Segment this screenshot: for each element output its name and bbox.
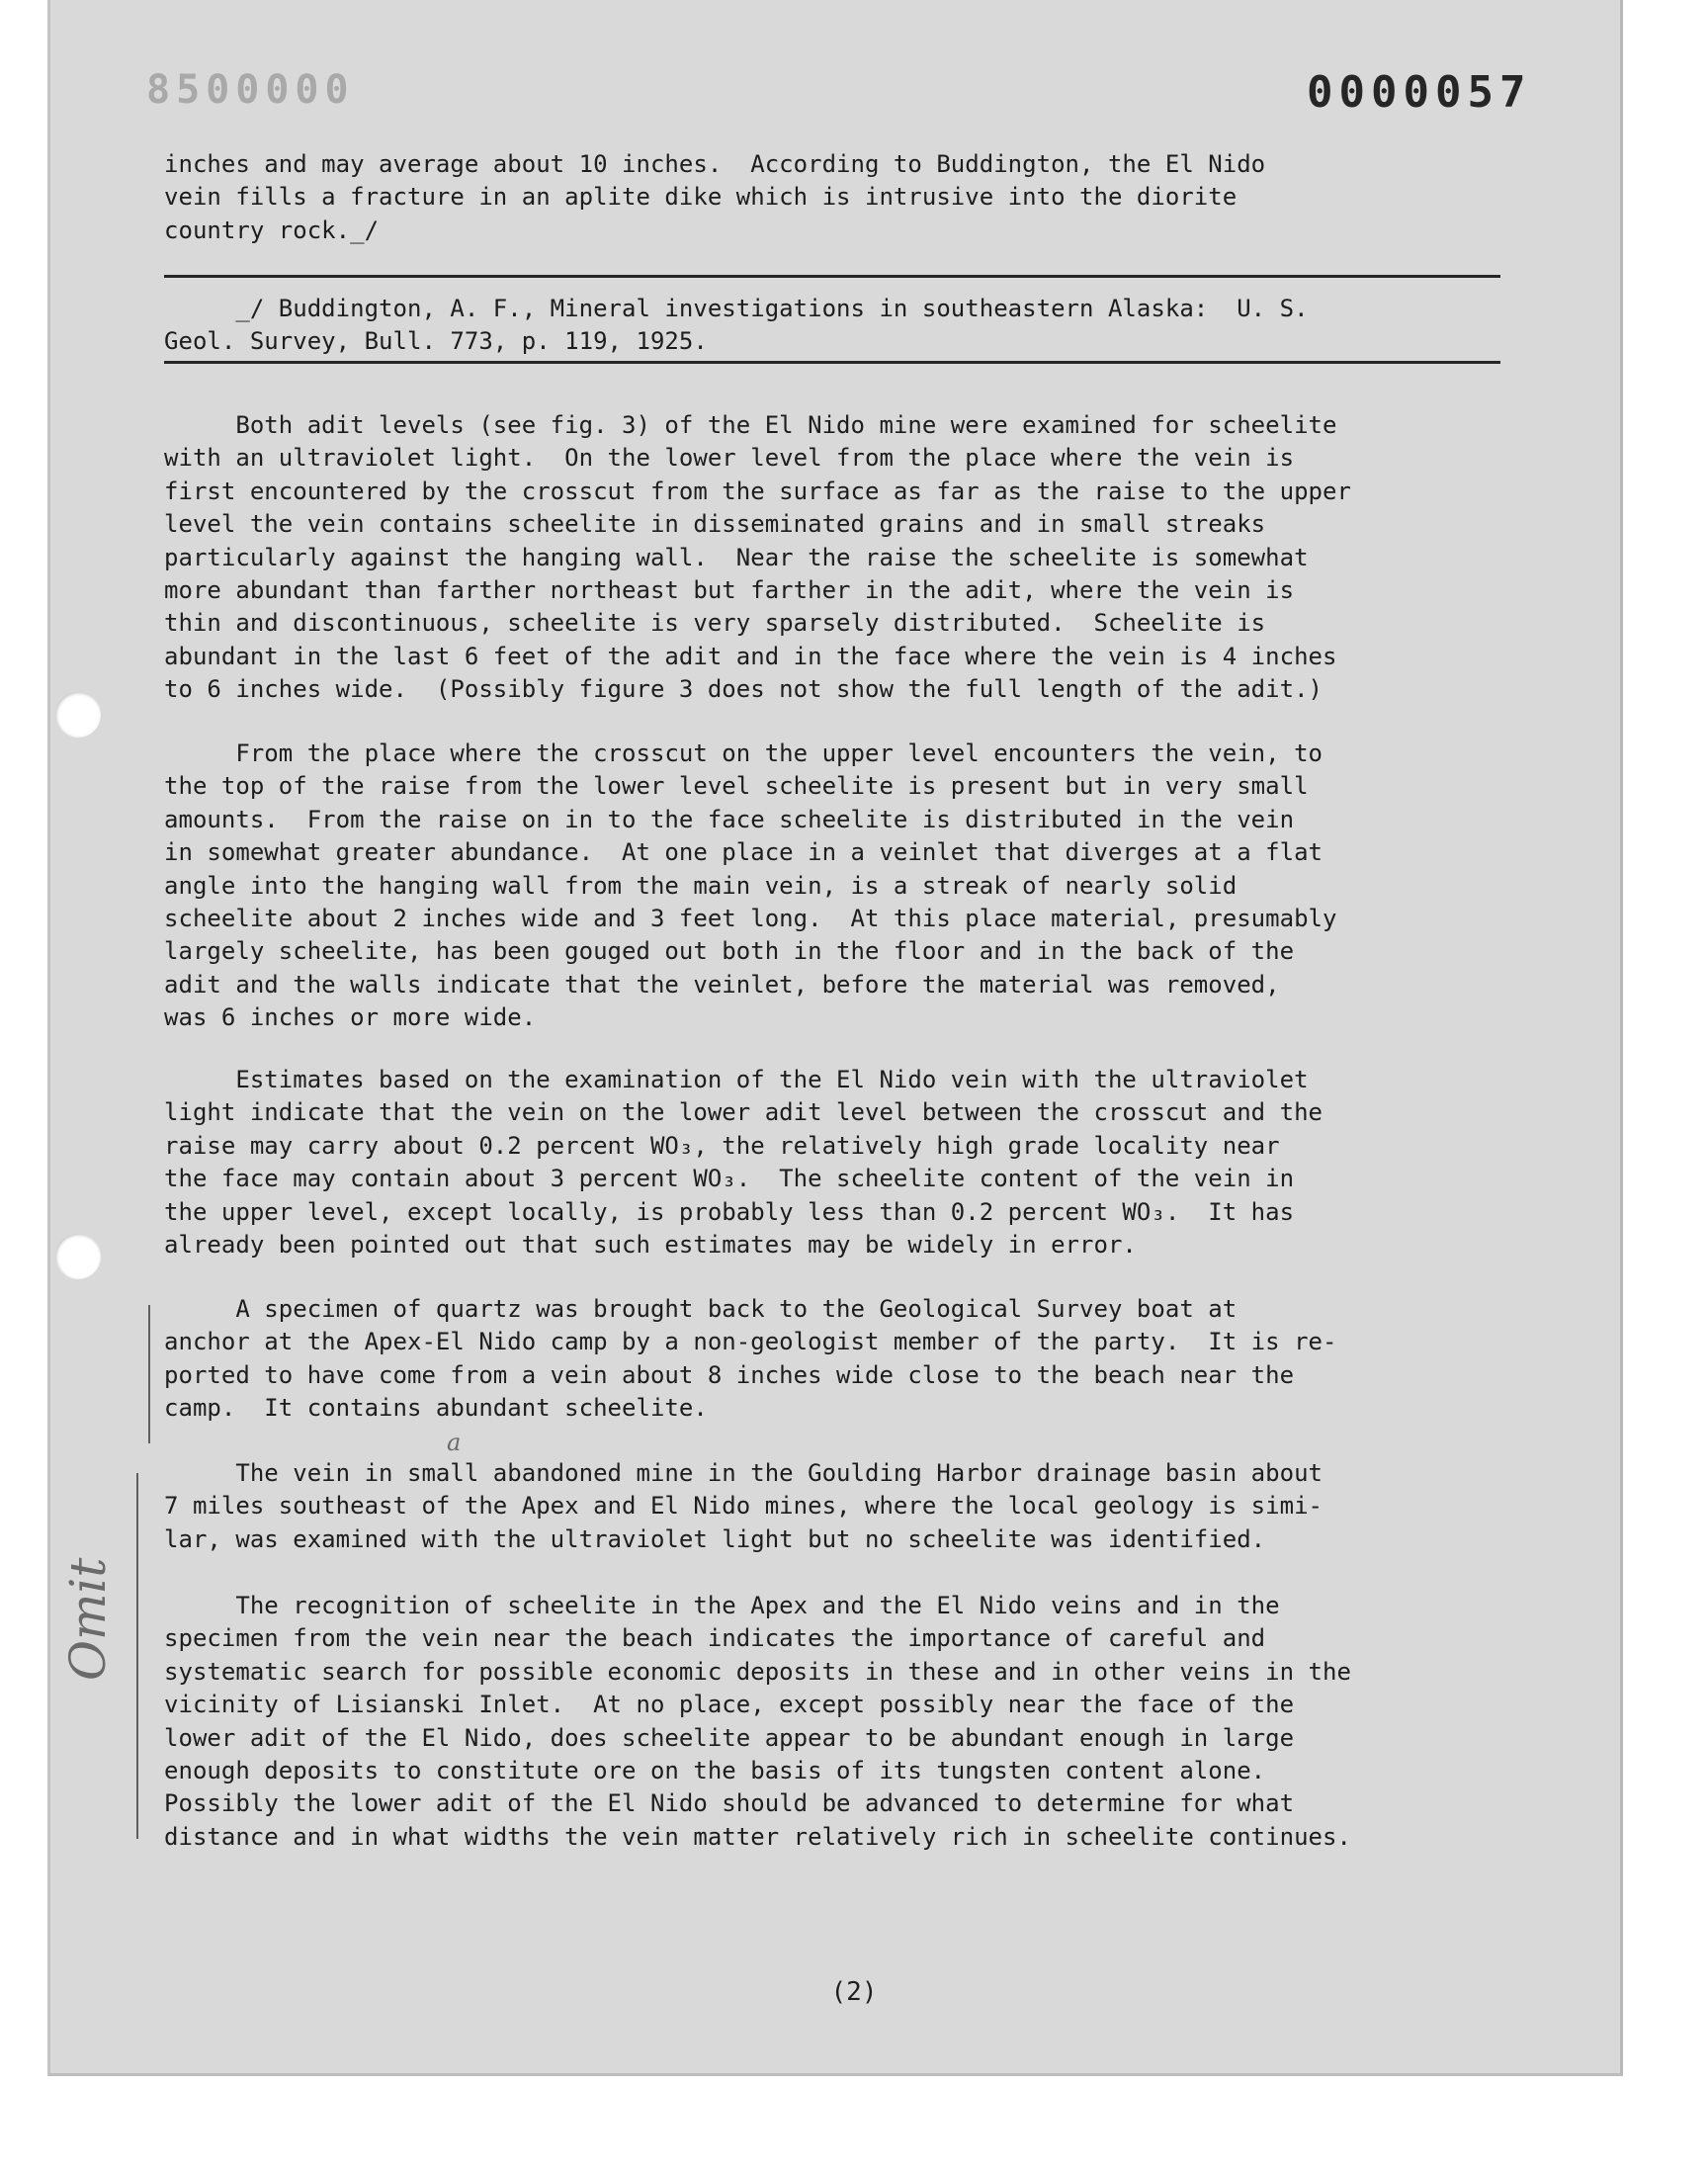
paragraph: Estimates based on the examination of the El Nido vein with the ultraviolet light indicate that the vein on the lower adit level between the crosscut and the raise may carry about 0.2 percent WO₃, the relatively high grade locality near the face may contain about 3 percent WO₃. The scheelite content of the vein in the upper level, except locally, is probably less than 0.2 percent WO₃. It has already been pointed out that such estimates may be widely in error. bbox=[164, 1066, 1324, 1260]
footnote-rule-top bbox=[164, 275, 1500, 278]
doc-number-right: 0000057 bbox=[1307, 67, 1532, 118]
paragraph: From the place where the crosscut on the upper level encounters the vein, to the top of the raise from the lower level scheelite is present but in very small amounts. From the raise on in to the face scheelite is distributed in the vein in somewhat greater abundance. At one place in a veinlet that diverges at a flat angle into the hanging wall from the main vein, is a streak of nearly solid scheelite about 2 inches wide and 3 feet long. At this place material, presumably largely scheelite, has been gouged out both in the floor and in the back of the adit and the walls indicate that the veinlet, before the material was removed, was 6 inches or more wide. bbox=[164, 740, 1337, 1032]
paragraph: The recognition of scheelite in the Apex and the El Nido veins and in the specimen from the vein near the beach indicates the importance of careful and systematic search for possible economic deposits in these and in other veins in the vicinity of Lisianski Inlet. At no place, except possibly near the face of the lower adit of the El Nido, does scheelite appear to be abundant enough in large enough deposits to constitute ore on the basis of its tungsten content alone. Possibly the lower adit of the El Nido should be advanced to determine for what distance and in what widths the vein matter relatively rich in scheelite continues. bbox=[164, 1592, 1351, 1851]
margin-note: Omit bbox=[59, 1557, 117, 1681]
doc-number-left: 8500000 bbox=[146, 67, 355, 113]
top-paragraph: inches and may average about 10 inches. According to Buddington, the El Nido vein fills a fracture in an aplite dike which is intrusive into the diorite country rock._/ bbox=[164, 150, 1266, 244]
punch-hole bbox=[55, 1234, 101, 1279]
paragraph: Both adit levels (see fig. 3) of the El Nido mine were examined for scheelite with an ultraviolet light. On the lower level from the place where the vein is first encountered by the crosscut from the surface as far as the raise to the upper level the vein contains scheelite in disseminated grains and in small streaks particularly against the hanging wall. Near the raise the scheelite is somewhat more abundant than farther northeast but farther in the adit, where the vein is thin and discontinuous, scheelite is very sparsely distributed. Scheelite is abundant in the last 6 feet of the adit and in the face where the vein is 4 inches to 6 inches wide. (Possibly figure 3 does not show the full length of the adit.) bbox=[164, 411, 1351, 704]
footnote-rule-bottom bbox=[164, 361, 1500, 364]
paragraph: A specimen of quartz was brought back to the Geological Survey boat at anchor at the Apex-El Nido camp by a non-geologist member of the party. It is re- ported to have come from a vein about 8 inches wide close to the beach near the camp. It contains abundant scheelite. bbox=[164, 1295, 1337, 1423]
page-number: (2) bbox=[830, 1977, 878, 2007]
paragraph: The vein in small abandoned mine in the Goulding Harbor drainage basin about 7 miles southeast of the Apex and El Nido mines, where the local geology is simi- lar, was examined with the ultraviolet light but no scheelite was identified. bbox=[164, 1459, 1324, 1553]
punch-hole bbox=[55, 692, 101, 738]
footnote: _/ Buddington, A. F., Mineral investigations in southeastern Alaska: U. S. Geol. Survey, Bull. 773, p. 119, 1925. bbox=[164, 295, 1309, 356]
margin-bracket bbox=[136, 1473, 138, 1839]
insertion-mark: a bbox=[447, 1429, 462, 1456]
margin-bracket bbox=[148, 1305, 150, 1443]
